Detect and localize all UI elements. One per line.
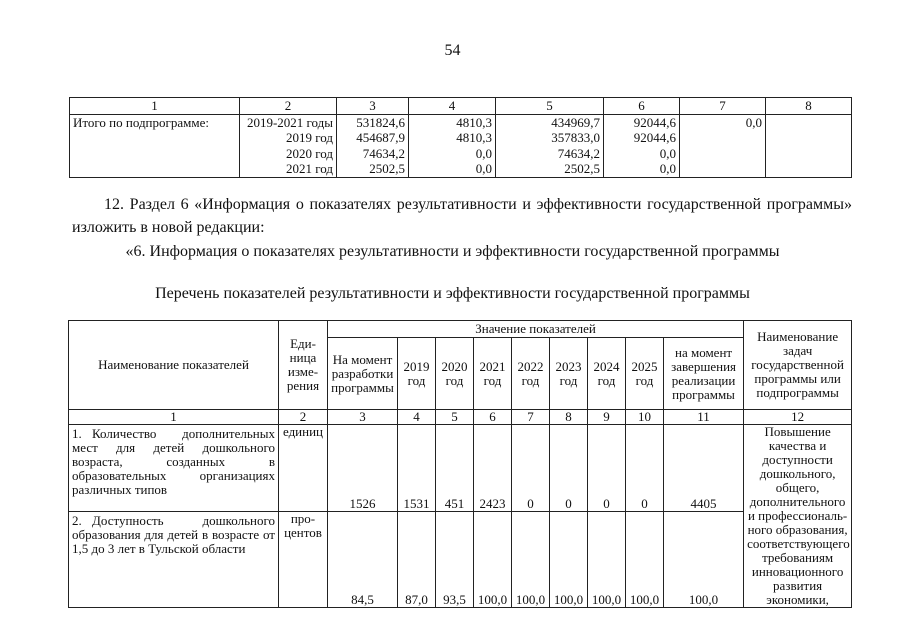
col-number: 2 — [279, 410, 328, 425]
cell: 0,0 — [604, 146, 680, 162]
col-number: 8 — [550, 410, 588, 425]
cell: 92044,6 — [604, 114, 680, 130]
cell — [680, 146, 766, 162]
col-number: 4 — [398, 410, 436, 425]
header-tasks: Наименование задач государственной программы или подпрограммы — [744, 321, 852, 410]
cell — [766, 114, 852, 130]
cell: 2502,5 — [496, 161, 604, 177]
period: 2020 год — [240, 146, 337, 162]
indicator-name: Доступность дошкольного образования для детей в возрасте от 1,5 до 3 лет в Тульской области — [72, 513, 275, 557]
indicator-name: Количество дополнительных мест для детей дошкольного возраста, созданных в образовательных организациях различных типов — [72, 426, 275, 497]
value: 4405 — [664, 425, 744, 512]
unit: про-центов — [279, 512, 328, 608]
cell — [680, 161, 766, 177]
table1-col-6: 6 — [604, 98, 680, 115]
value: 0 — [512, 425, 550, 512]
table-row — [70, 161, 852, 177]
col-number: 10 — [626, 410, 664, 425]
cell: 0,0 — [680, 114, 766, 130]
cell: 92044,6 — [604, 130, 680, 146]
table-row — [69, 425, 852, 512]
table1-col-4: 4 — [409, 98, 496, 115]
col-number: 9 — [588, 410, 626, 425]
cell: 4810,3 — [409, 130, 496, 146]
col-number: 7 — [512, 410, 550, 425]
value: 1526 — [328, 425, 398, 512]
value: 1531 — [398, 425, 436, 512]
row-number: 1. — [72, 426, 82, 441]
value: 93,5 — [436, 512, 474, 608]
table1-col-8: 8 — [766, 98, 852, 115]
indicator-name-cell — [69, 425, 279, 512]
cell — [70, 161, 240, 177]
value: 87,0 — [398, 512, 436, 608]
value: 0 — [588, 425, 626, 512]
period: 2019-2021 годы — [240, 114, 337, 130]
header-year: 2021 год — [474, 338, 512, 410]
table1-col-7: 7 — [680, 98, 766, 115]
cell — [766, 161, 852, 177]
value: 0 — [550, 425, 588, 512]
header-year: 2023 год — [550, 338, 588, 410]
header-completion: на момент завершения реализации программы — [664, 338, 744, 410]
indicators-table — [68, 320, 852, 608]
header-year: 2025 год — [626, 338, 664, 410]
header-values: Значение показателей — [328, 321, 744, 338]
list-heading: Перечень показателей результативности и эффективности государственной программы — [155, 285, 750, 302]
col-number: 11 — [664, 410, 744, 425]
cell: 531824,6 — [337, 114, 409, 130]
table-row — [70, 130, 852, 146]
cell — [766, 146, 852, 162]
header-year: 2020 год — [436, 338, 474, 410]
cell: 454687,9 — [337, 130, 409, 146]
table1-col-1: 1 — [70, 98, 240, 115]
cell — [70, 130, 240, 146]
unit: единиц — [279, 425, 328, 512]
indicator-name-cell — [69, 512, 279, 608]
table1-col-2: 2 — [240, 98, 337, 115]
table-row — [70, 146, 852, 162]
value: 100,0 — [474, 512, 512, 608]
cell — [766, 130, 852, 146]
value: 100,0 — [664, 512, 744, 608]
col-number: 5 — [436, 410, 474, 425]
header-year: 2024 год — [588, 338, 626, 410]
cell: 0,0 — [409, 161, 496, 177]
value: 84,5 — [328, 512, 398, 608]
col-number: 12 — [744, 410, 852, 425]
header-year: 2022 год — [512, 338, 550, 410]
cell: 0,0 — [409, 146, 496, 162]
cell: 434969,7 — [496, 114, 604, 130]
value: 2423 — [474, 425, 512, 512]
cell: 74634,2 — [496, 146, 604, 162]
task-description: Повышение качества и доступности дошкольного, общего, дополнительного и профессиональ-ного образования, соответствующего требованиям инновационного развития экономики, — [744, 425, 852, 608]
period: 2021 год — [240, 161, 337, 177]
table1-col-5: 5 — [496, 98, 604, 115]
cell: 2502,5 — [337, 161, 409, 177]
value: 100,0 — [512, 512, 550, 608]
table1-col-3: 3 — [337, 98, 409, 115]
col-number: 3 — [328, 410, 398, 425]
table2-header-row — [69, 321, 852, 338]
total-label: Итого по подпрограмме: — [70, 114, 240, 130]
period: 2019 год — [240, 130, 337, 146]
subprogram-total-table — [69, 97, 852, 178]
section-heading: «6. Информация о показателях результативности и эффективности государственной программы — [125, 243, 780, 260]
value: 100,0 — [626, 512, 664, 608]
cell — [680, 130, 766, 146]
cell: 4810,3 — [409, 114, 496, 130]
header-unit: Еди-ница изме-рения — [279, 321, 328, 410]
col-number: 1 — [69, 410, 279, 425]
header-development: На момент разработки программы — [328, 338, 398, 410]
header-year: 2019 год — [398, 338, 436, 410]
page-number: 54 — [444, 42, 461, 59]
cell: 0,0 — [604, 161, 680, 177]
cell: 74634,2 — [337, 146, 409, 162]
value: 100,0 — [588, 512, 626, 608]
cell: 357833,0 — [496, 130, 604, 146]
value: 100,0 — [550, 512, 588, 608]
table1-header-row — [70, 98, 852, 115]
table2-column-numbers — [69, 410, 852, 425]
col-number: 6 — [474, 410, 512, 425]
row-number: 2. — [72, 513, 82, 529]
value: 451 — [436, 425, 474, 512]
header-indicator-name: Наименование показателей — [69, 321, 279, 410]
table-row — [70, 114, 852, 130]
cell — [70, 146, 240, 162]
amendment-paragraph: 12. Раздел 6 «Информация о показателях результативности и эффективности государственной программы» изложить в новой редакции: — [72, 196, 852, 236]
table-row — [69, 512, 852, 608]
value: 0 — [626, 425, 664, 512]
